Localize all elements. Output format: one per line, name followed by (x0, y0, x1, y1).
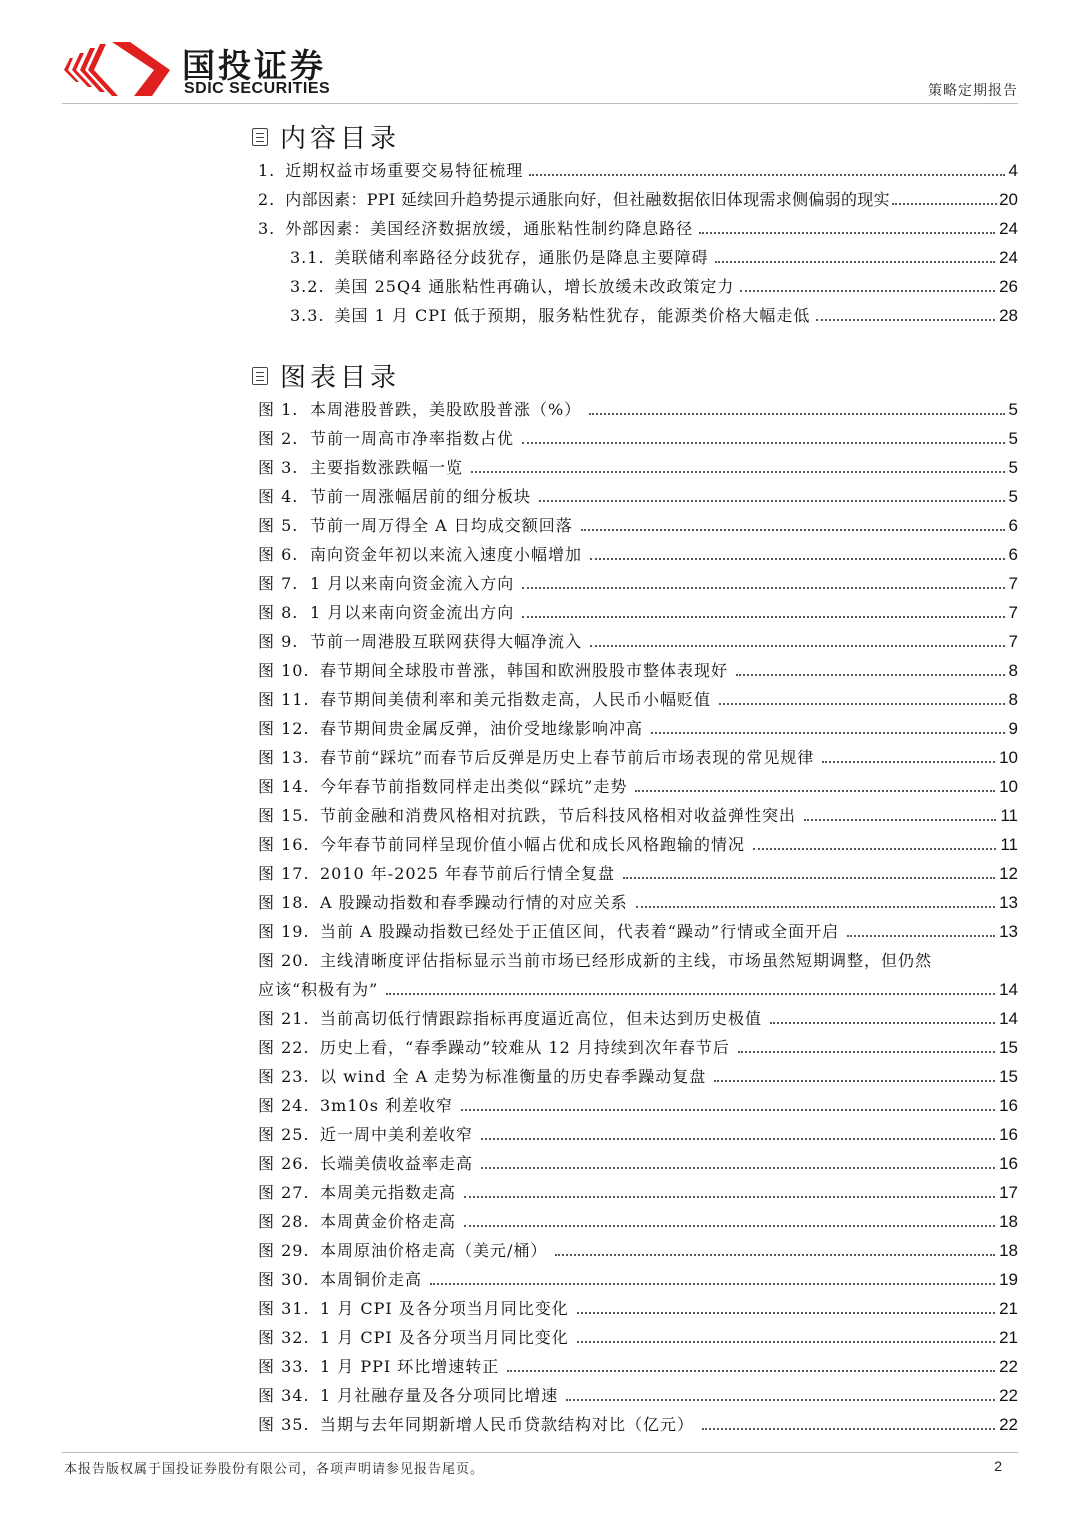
figure-item-continuation[interactable]: 应该“积极有为” 14 (258, 980, 1018, 999)
sdic-logo-icon (60, 40, 172, 98)
figure-item[interactable]: 图 17. 2010 年-2025 年春节前后行情全复盘 12 (258, 864, 1018, 883)
figure-item[interactable]: 图 30. 本周铜价走高 19 (258, 1270, 1018, 1289)
footer-divider (62, 1452, 1018, 1453)
figure-item[interactable]: 图 12. 春节期间贵金属反弹，油价受地缘影响冲高 9 (258, 719, 1018, 738)
figure-item[interactable]: 图 5. 节前一周万得全 A 日均成交额回落 6 (258, 516, 1018, 535)
document-list-icon (252, 367, 268, 385)
figure-item[interactable]: 图 33. 1 月 PPI 环比增速转正 22 (258, 1357, 1018, 1376)
figure-item[interactable]: 图 6. 南向资金年初以来流入速度小幅增加 6 (258, 545, 1018, 564)
contents-title: 内容目录 (280, 124, 401, 154)
figure-item[interactable]: 图 22. 历史上看，“春季躁动”较难从 12 月持续到次年春节后 15 (258, 1038, 1018, 1057)
figures-list (258, 395, 1018, 1439)
footer-disclaimer: 本报告版权属于国投证券股份有限公司，各项声明请参见报告尾页。 (64, 1462, 485, 1477)
figure-item[interactable]: 图 24. 3m10s 利差收窄 16 (258, 1096, 1018, 1115)
figure-item[interactable]: 图 18. A 股躁动指数和春季躁动行情的对应关系 13 (258, 893, 1018, 912)
figure-item[interactable]: 图 2. 节前一周高市净率指数占优 5 (258, 429, 1018, 448)
figure-item[interactable]: 图 35. 当期与去年同期新增人民币贷款结构对比（亿元） 22 (258, 1415, 1018, 1434)
figure-item[interactable]: 图 14. 今年春节前指数同样走出类似“踩坑”走势 10 (258, 777, 1018, 796)
figure-item[interactable]: 图 1. 本周港股普跌，美股欧股普涨（%） 5 (258, 400, 1018, 419)
figure-item[interactable]: 图 31. 1 月 CPI 及各分项当月同比变化 21 (258, 1299, 1018, 1318)
figure-item[interactable]: 图 32. 1 月 CPI 及各分项当月同比变化 21 (258, 1328, 1018, 1347)
figure-item[interactable]: 图 16. 今年春节前同样呈现价值小幅占优和成长风格跑输的情况 11 (258, 835, 1018, 854)
document-list-icon (252, 128, 268, 146)
figures-title: 图表目录 (280, 363, 401, 393)
toc-item[interactable]: 1. 近期权益市场重要交易特征梳理 4 (258, 161, 1018, 180)
toc-subitem[interactable]: 3.1. 美联储利率路径分歧犹存，通胀仍是降息主要障碍 24 (290, 248, 1018, 267)
toc-item[interactable]: 3. 外部因素：美国经济数据放缓，通胀粘性制约降息路径 24 (258, 219, 1018, 238)
contents-heading (252, 118, 400, 155)
figure-item[interactable]: 图 15. 节前金融和消费风格相对抗跌，节后科技风格相对收益弹性突出 11 (258, 806, 1018, 825)
page-number: 2 (994, 1458, 1002, 1474)
figure-item[interactable]: 图 11. 春节期间美债利率和美元指数走高，人民币小幅贬值 8 (258, 690, 1018, 709)
figure-item[interactable]: 图 27. 本周美元指数走高 17 (258, 1183, 1018, 1202)
figure-item[interactable]: 图 9. 节前一周港股互联网获得大幅净流入 7 (258, 632, 1018, 651)
toc-subitem[interactable]: 3.3. 美国 1 月 CPI 低于预期，服务粘性犹存，能源类价格大幅走低 28 (290, 306, 1018, 325)
figure-item[interactable]: 图 13. 春节前“踩坑”而春节后反弹是历史上春节前后市场表现的常见规律 10 (258, 748, 1018, 767)
toc-item[interactable]: 2. 内部因素：PPI 延续回升趋势提示通胀向好，但社融数据依旧体现需求侧偏弱的现实 20 (258, 190, 1018, 209)
figure-item[interactable]: 图 29. 本周原油价格走高（美元/桶） 18 (258, 1241, 1018, 1260)
figure-item[interactable]: 图 10. 春节期间全球股市普涨，韩国和欧洲股股市整体表现好 8 (258, 661, 1018, 680)
figure-item[interactable]: 图 23. 以 wind 全 A 走势为标准衡量的历史春季躁动复盘 15 (258, 1067, 1018, 1086)
figure-item[interactable]: 图 8. 1 月以来南向资金流出方向 7 (258, 603, 1018, 622)
figure-item[interactable]: 图 26. 长端美债收益率走高 16 (258, 1154, 1018, 1173)
figure-item[interactable]: 图 4. 节前一周涨幅居前的细分板块 5 (258, 487, 1018, 506)
figures-heading (252, 357, 400, 394)
toc-subitem[interactable]: 3.2. 美国 25Q4 通胀粘性再确认，增长放缓未改政策定力 26 (290, 277, 1018, 296)
figure-item[interactable]: 图 7. 1 月以来南向资金流入方向 7 (258, 574, 1018, 593)
brand-name-cn: 国投证券 (182, 46, 326, 85)
figure-item[interactable]: 图 21. 当前高切低行情跟踪指标再度逼近高位，但未达到历史极值 14 (258, 1009, 1018, 1028)
figure-item[interactable]: 图 34. 1 月社融存量及各分项同比增速 22 (258, 1386, 1018, 1405)
brand-name-en: SDIC SECURITIES (184, 80, 331, 97)
page-header (0, 0, 1080, 110)
contents-list (258, 156, 1018, 330)
figure-item[interactable]: 图 19. 当前 A 股躁动指数已经处于正值区间，代表着“躁动”行情或全面开启 13 (258, 922, 1018, 941)
figure-item[interactable]: 图 28. 本周黄金价格走高 18 (258, 1212, 1018, 1231)
header-divider (62, 103, 1018, 104)
figure-item[interactable]: 图 25. 近一周中美利差收窄 16 (258, 1125, 1018, 1144)
figure-item[interactable]: 图 3. 主要指数涨跌幅一览 5 (258, 458, 1018, 477)
report-type: 策略定期报告 (928, 83, 1018, 99)
figure-item[interactable]: 图 20. 主线清晰度评估指标显示当前市场已经形成新的主线，市场虽然短期调整，但仍然 (258, 951, 933, 970)
